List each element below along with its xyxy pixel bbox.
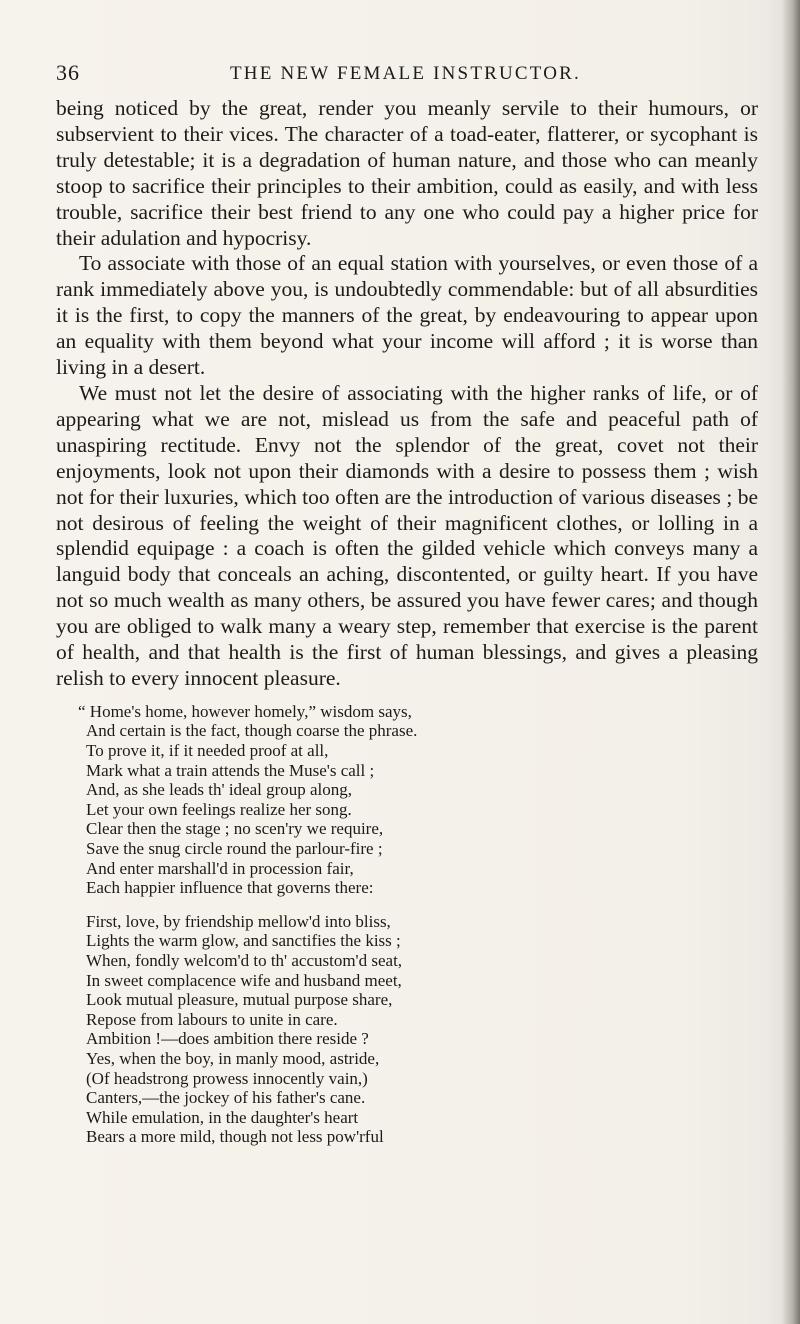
poem-line: Ambition !—does ambition there reside ? — [86, 1029, 369, 1049]
poem-line: And enter marshall'd in procession fair, — [86, 858, 354, 878]
poem-line: Mark what a train attends the Muse's call ; — [86, 760, 375, 780]
page-number: 36 — [56, 60, 80, 85]
poem-stanza — [78, 912, 758, 1147]
poem-line: Repose from labours to unite in care. — [86, 1009, 338, 1029]
running-head: THE NEW FEMALE INSTRUCTOR. — [230, 63, 581, 84]
poem-line: While emulation, in the daughter's heart — [86, 1107, 359, 1127]
poem-line: When, fondly welcom'd to th' accustom'd seat, — [86, 950, 403, 970]
poem-line: Let your own feelings realize her song. — [86, 799, 352, 819]
poem-line: Each happier influence that governs there: — [86, 878, 374, 898]
poem-line: Yes, when the boy, in manly mood, astride, — [86, 1048, 380, 1068]
paragraph: being noticed by the great, render you meanly servile to their humours, or subservient to their vices. The character of a toad-eater, flatterer, or sycophant is truly detestable; it is a degradation of human nature, and those who can meanly stoop to sacrifice their principles to their ambition, could as easily, and with less trouble, sacrifice their best friend to any one who could pay a higher price for their adulation and hypocrisy. — [56, 96, 758, 250]
prose-section — [56, 96, 758, 692]
poem-line: And, as she leads th' ideal group along, — [86, 780, 353, 800]
paragraph: To associate with those of an equal station with yourselves, or even those of a rank immediately above you, is undoubtedly commendable: but of all absurdities it is the first, to copy the manners of the great, by endeavouring to appear upon an equality with them beyond what your income will afford ; it is worse than living in a desert. — [56, 251, 758, 380]
page-edge-shadow — [782, 0, 800, 1324]
paragraph: We must not let the desire of associating with the higher ranks of life, or of appearing what we are not, mislead us from the safe and peaceful path of unaspiring rectitude. Envy not the splendor of the great, covet not their enjoyments, look not upon their diamonds with a desire to possess them ; wish not for their luxuries, which too often are the introduction of various diseases ; be not desirous of feeling the weight of their magnificent clothes, or lolling in a splendid equipage : a coach is often the gilded vehicle which conveys many a languid body that conceals an aching, discontented, or guilty heart. If you have not so much wealth as many others, be assured you have fewer cares; and though you are obliged to walk many a weary step, remember that exercise is the parent of health, and that health is the first of human blessings, and gives a pleasing relish to every innocent pleasure. — [56, 380, 758, 690]
poem-line: Bears a more mild, though not less pow'rful — [86, 1127, 384, 1147]
poem-line: (Of headstrong prowess innocently vain,) — [86, 1068, 368, 1088]
page-body — [56, 96, 758, 1161]
poem-line: Canters,—the jockey of his father's cane. — [86, 1088, 366, 1108]
poem-line: “ Home's home, however homely,” wisdom says, — [78, 701, 412, 721]
poem-line: Clear then the stage ; no scen'ry we require, — [86, 819, 384, 839]
poem-line: In sweet complacence wife and husband meet, — [86, 970, 402, 990]
poem-stanza — [78, 702, 758, 898]
poem-line: To prove it, if it needed proof at all, — [86, 741, 329, 761]
poem-line: Lights the warm glow, and sanctifies the kiss ; — [86, 931, 401, 951]
poem-line: Save the snug circle round the parlour-fire ; — [86, 839, 383, 858]
poem-line: Look mutual pleasure, mutual purpose share, — [86, 990, 393, 1010]
poem — [78, 702, 758, 1147]
poem-line: And certain is the fact, though coarse the phrase. — [86, 721, 418, 741]
poem-line: First, love, by friendship mellow'd into bliss, — [86, 911, 391, 931]
page-header — [0, 60, 800, 90]
